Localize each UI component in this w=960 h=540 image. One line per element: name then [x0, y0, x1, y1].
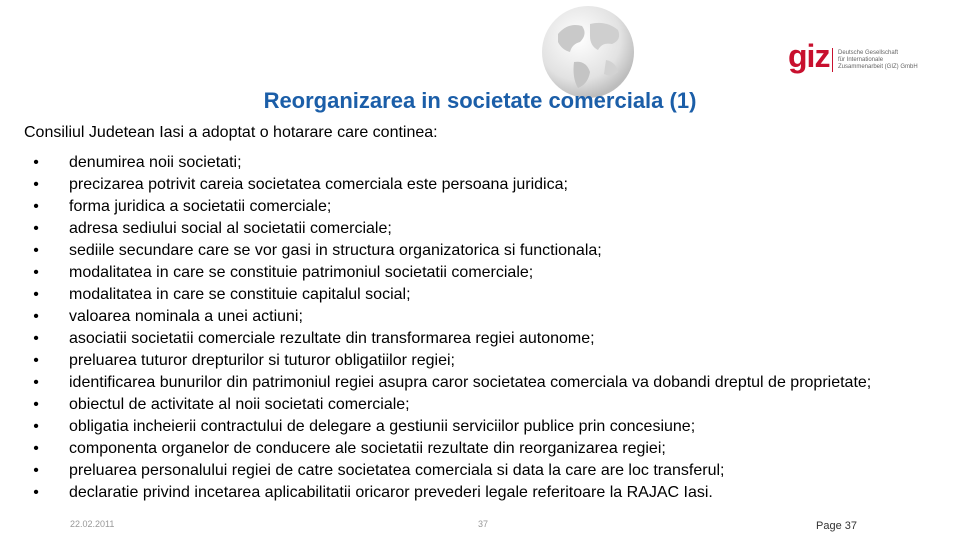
list-item: [30, 372, 920, 394]
list-item-text: denumirea noii societati;: [69, 154, 242, 171]
bullet-icon: •: [33, 308, 39, 325]
org-line-2: für Internationale: [838, 57, 884, 63]
list-item: [30, 328, 920, 350]
logo-separator: [832, 48, 833, 72]
list-item-text: identificarea bunurilor din patrimoniul regiei asupra caror societatea comerciala va dobandi dreptul de proprietate;: [69, 374, 872, 391]
bullet-icon: •: [33, 242, 39, 259]
list-item-text: asociatii societatii comerciale rezultate din transformarea regiei autonome;: [69, 330, 595, 347]
bullet-icon: •: [33, 330, 39, 347]
list-item-text: sediile secundare care se vor gasi in structura organizatorica si functionala;: [69, 242, 602, 259]
bullet-icon: •: [33, 374, 39, 391]
bullet-icon: •: [33, 484, 39, 501]
list-item-text: forma juridica a societatii comerciale;: [69, 198, 332, 215]
list-item: [30, 174, 920, 196]
list-item-text: modalitatea in care se constituie capitalul social;: [69, 286, 411, 303]
list-item-text: obiectul de activitate al noii societati comerciale;: [69, 396, 410, 413]
giz-org-name: [838, 50, 918, 71]
giz-logo-text: giz: [788, 38, 830, 74]
bullet-icon: •: [33, 352, 39, 369]
bullet-list: [30, 152, 920, 504]
list-item-text: modalitatea in care se constituie patrimoniul societatii comerciale;: [69, 264, 534, 281]
list-item: [30, 152, 920, 174]
list-item-text: valoarea nominala a unei actiuni;: [69, 308, 303, 325]
list-item: [30, 350, 920, 372]
list-item-text: obligatia incheierii contractului de delegare a gestiunii serviciilor publice prin concesiune;: [69, 418, 696, 435]
bullet-icon: •: [33, 462, 39, 479]
bullet-icon: •: [33, 286, 39, 303]
globe-icon: [528, 4, 648, 100]
list-item: [30, 460, 920, 482]
page-number: Page 37: [816, 520, 857, 532]
list-item-text: componenta organelor de conducere ale societatii rezultate din reorganizarea regiei;: [69, 440, 666, 457]
list-item: [30, 262, 920, 284]
giz-logo: [786, 38, 936, 78]
bullet-icon: •: [33, 198, 39, 215]
org-line-3: Zusammenarbeit (GIZ) GmbH: [838, 64, 918, 70]
bullet-icon: •: [33, 176, 39, 193]
bullet-icon: •: [33, 396, 39, 413]
list-item: [30, 416, 920, 438]
list-item: [30, 482, 920, 504]
bullet-icon: •: [33, 154, 39, 171]
list-item-text: preluarea tuturor drepturilor si tuturor obligatiilor regiei;: [69, 352, 455, 369]
list-item: [30, 240, 920, 262]
list-item: [30, 394, 920, 416]
list-item-text: declaratie privind incetarea aplicabilitatii oricaror prevederi legale referitoare la RAJAC Iasi.: [69, 484, 713, 501]
list-item-text: adresa sediului social al societatii comerciale;: [69, 220, 392, 237]
list-item-text: preluarea personalului regiei de catre societatea comerciala si data la care are loc transferul;: [69, 462, 725, 479]
slide-intro: Consiliul Judetean Iasi a adoptat o hotarare care continea:: [24, 124, 438, 141]
list-item: [30, 306, 920, 328]
bullet-icon: •: [33, 440, 39, 457]
list-item: [30, 284, 920, 306]
list-item: [30, 218, 920, 240]
footer-slide-number: 37: [478, 519, 489, 529]
bullet-icon: •: [33, 220, 39, 237]
list-item-text: precizarea potrivit careia societatea comerciala este persoana juridica;: [69, 176, 568, 193]
list-item: [30, 438, 920, 460]
footer-date: 22.02.2011: [70, 519, 115, 529]
bullet-icon: •: [33, 264, 39, 281]
bullet-icon: •: [33, 418, 39, 435]
org-line-1: Deutsche Gesellschaft: [838, 50, 899, 56]
list-item: [30, 196, 920, 218]
slide-title: Reorganizarea in societate comerciala (1): [263, 88, 697, 113]
